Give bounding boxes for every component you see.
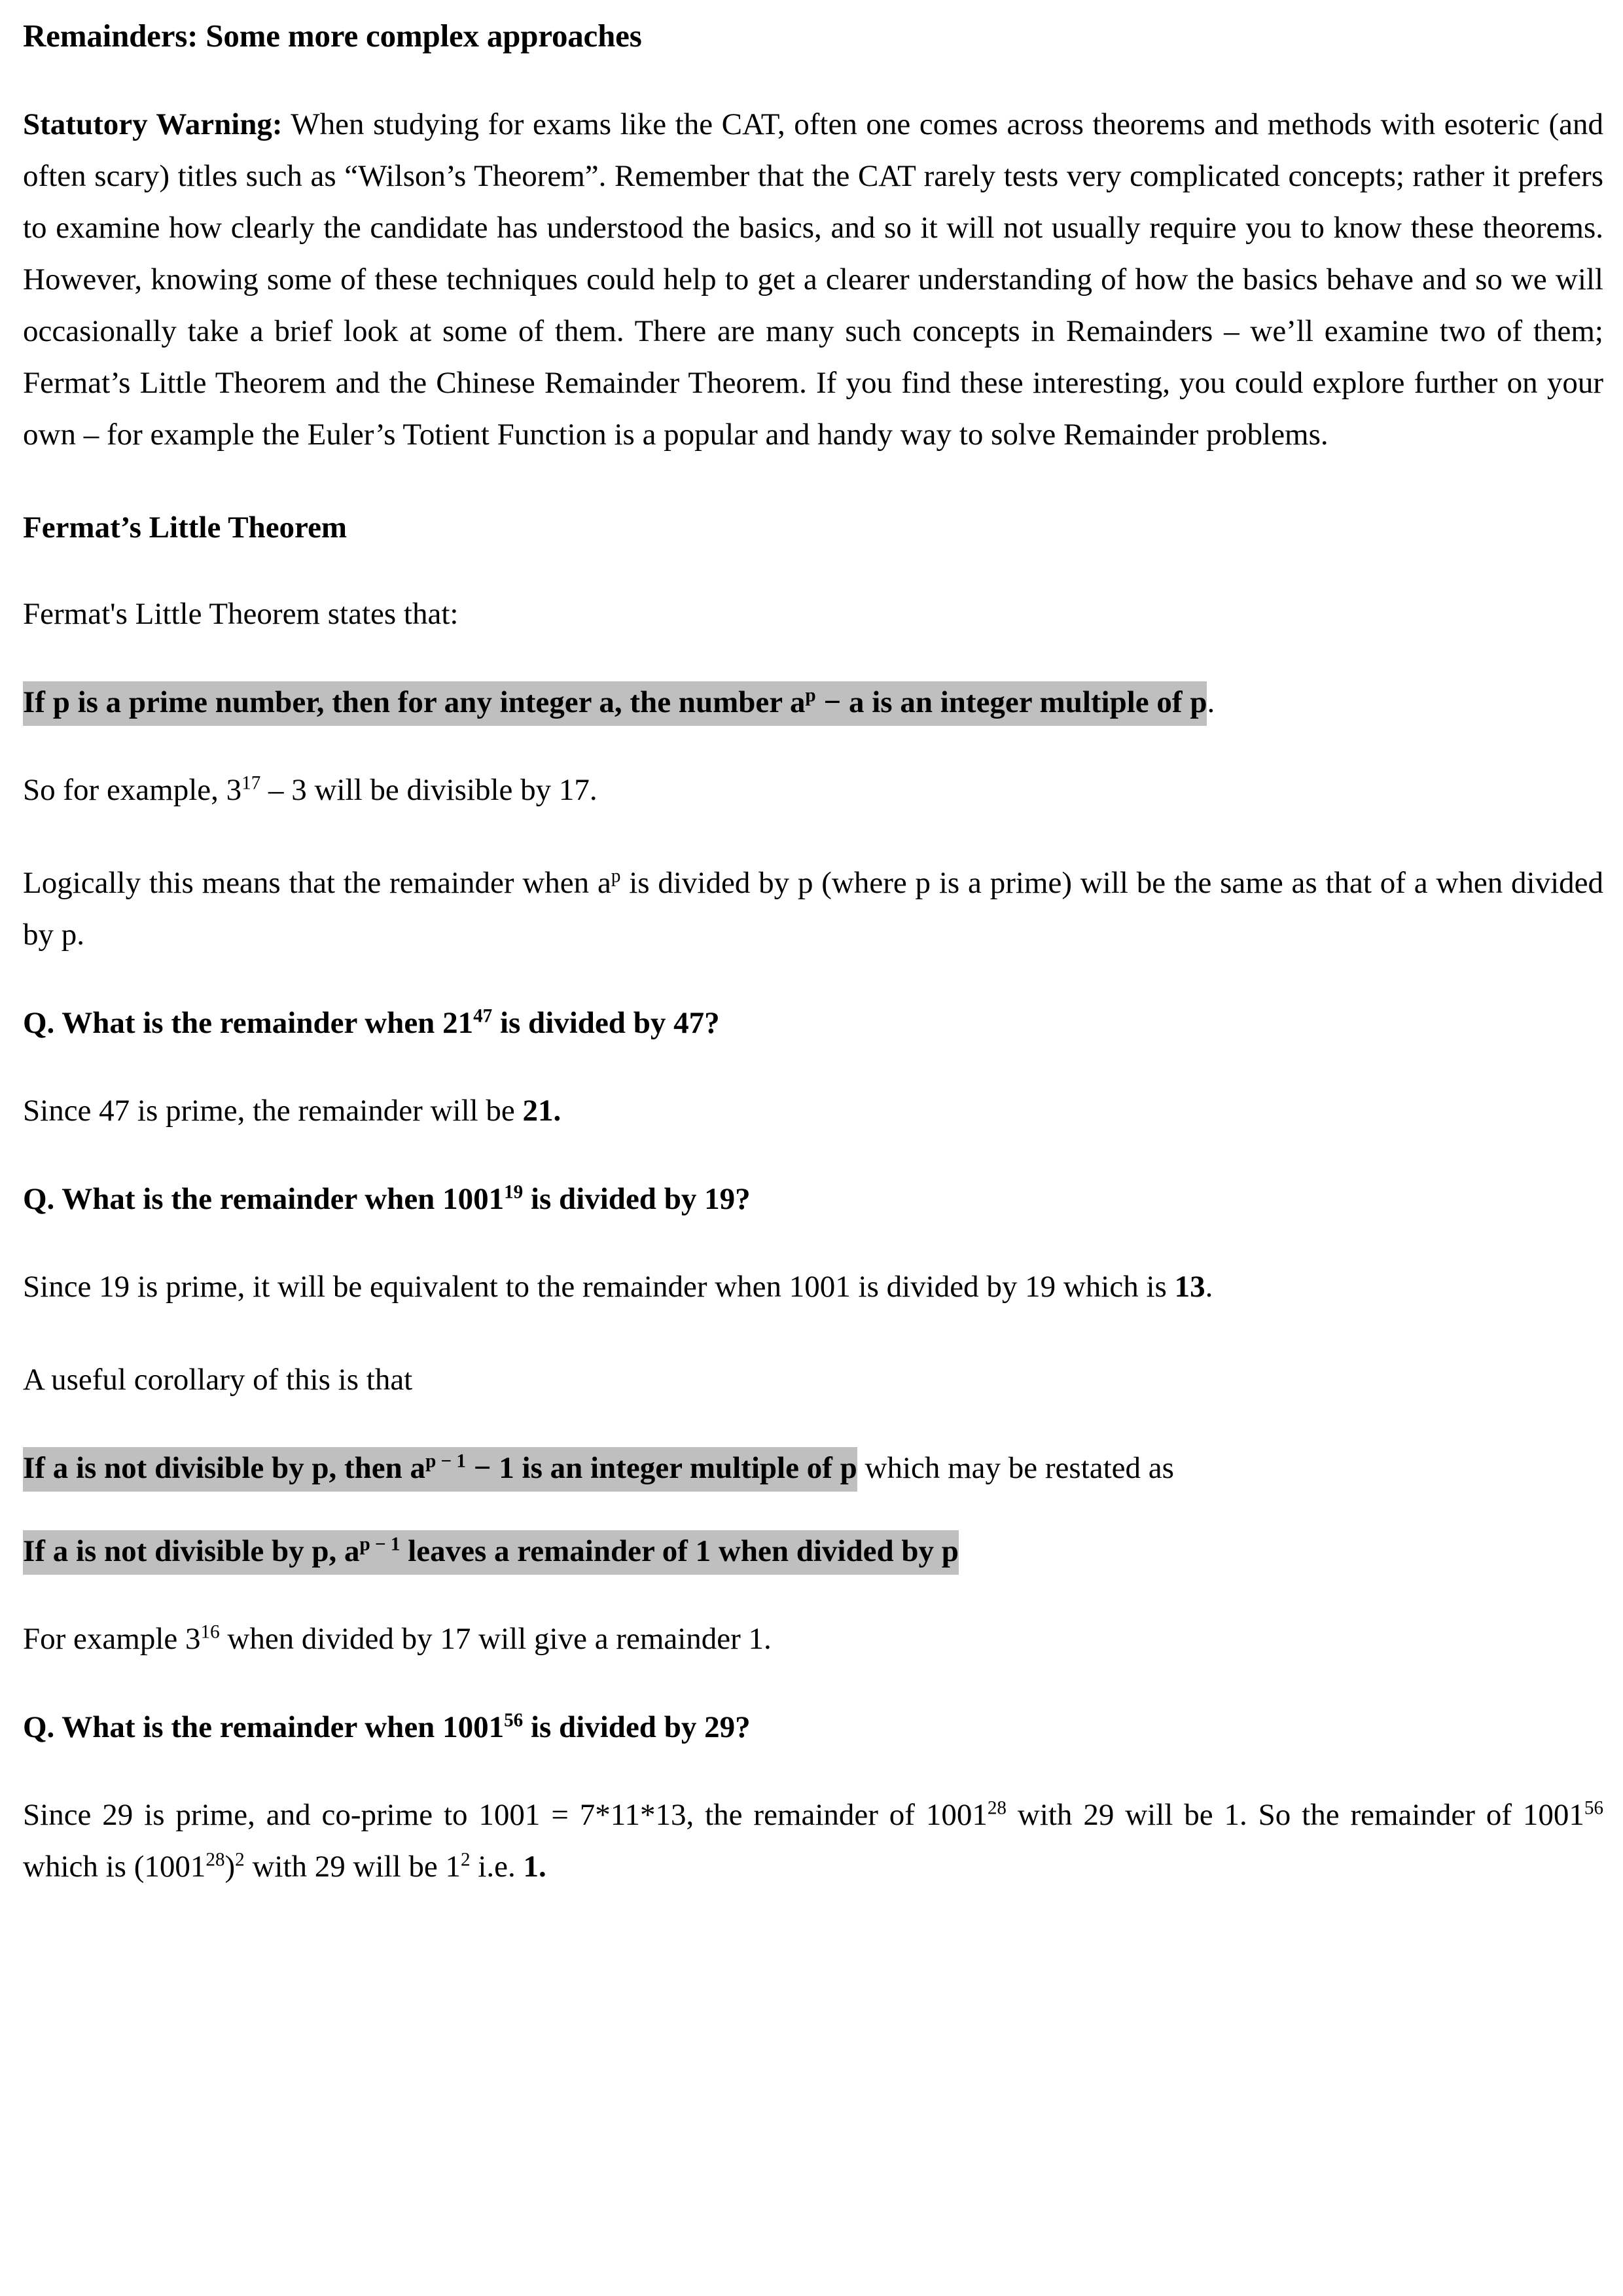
question-3-text-b: is divided by 29?	[523, 1710, 751, 1744]
theorem-statement-3-text-a: If a is not divisible by p, a	[23, 1534, 360, 1568]
spacer	[23, 52, 1603, 99]
answer-1-value: 21.	[522, 1094, 562, 1128]
answer-3-exponent-2: 56	[1584, 1797, 1603, 1819]
spacer	[23, 1137, 1603, 1178]
theorem-statement-2-tail: which may be restated as	[857, 1451, 1174, 1485]
spacer	[23, 461, 1603, 508]
spacer	[23, 1044, 1603, 1085]
logical-meaning-paragraph	[23, 857, 1603, 961]
example-1-paragraph	[23, 764, 1603, 816]
theorem-statement-1-highlight	[23, 681, 1207, 726]
answer-1	[23, 1085, 1603, 1137]
example-2-paragraph	[23, 1613, 1603, 1665]
spacer	[23, 1313, 1603, 1354]
fermat-intro-text: Fermat's Little Theorem states that:	[23, 597, 459, 631]
spacer	[23, 1572, 1603, 1613]
answer-3-seg-4: )	[224, 1850, 236, 1884]
answer-3-exponent-5: 2	[461, 1849, 471, 1871]
question-2-text-a: Q. What is the remainder when 1001	[23, 1182, 505, 1216]
spacer	[23, 1748, 1603, 1789]
spacer	[23, 1406, 1603, 1447]
question-3-text-a: Q. What is the remainder when 1001	[23, 1710, 505, 1744]
answer-3-seg-2: with 29 will be 1. So the remainder of 1001	[1006, 1798, 1584, 1832]
answer-1-text: Since 47 is prime, the remainder will be	[23, 1094, 523, 1128]
theorem-statement-1-exponent: p	[805, 685, 816, 706]
example-1-text-b: – 3 will be divisible by 17.	[260, 773, 597, 807]
theorem-statement-2	[23, 1447, 1603, 1489]
fermat-little-theorem-heading: Fermat’s Little Theorem	[23, 511, 348, 545]
example-1-text-a: So for example, 3	[23, 773, 242, 807]
answer-3-exponent-1: 28	[987, 1797, 1007, 1819]
answer-3-seg-1: Since 29 is prime, and co-prime to 1001 = 7*11*13, the remainder of 1001	[23, 1798, 988, 1832]
corollary-intro: A useful corollary of this is that	[23, 1363, 413, 1397]
spacer	[23, 723, 1603, 764]
theorem-statement-2-highlight	[23, 1447, 857, 1492]
answer-3-seg-3: which is (1001	[23, 1850, 206, 1884]
answer-3-value: 1.	[523, 1850, 546, 1884]
theorem-statement-3-text-b: leaves a remainder of 1 when divided by p	[400, 1534, 959, 1568]
theorem-statement-1	[23, 681, 1603, 723]
theorem-statement-3	[23, 1530, 1603, 1572]
question-2-text-b: is divided by 19?	[523, 1182, 751, 1216]
theorem-statement-3-exponent: p − 1	[359, 1534, 401, 1555]
answer-3-seg-5: with 29 will be 1	[244, 1850, 461, 1884]
question-3-exponent: 56	[504, 1710, 524, 1731]
theorem-statement-1-text-b: − a is an integer multiple of p	[815, 685, 1207, 719]
question-1-exponent: 47	[473, 1005, 493, 1027]
statutory-warning-paragraph	[23, 99, 1603, 461]
example-1-exponent: 17	[241, 772, 261, 794]
example-2-exponent: 16	[200, 1621, 220, 1643]
answer-3-seg-6: i.e.	[470, 1850, 524, 1884]
spacer	[23, 1489, 1603, 1530]
theorem-statement-2-exponent: p − 1	[425, 1450, 466, 1472]
logical-meaning-text-b: is divided by p (where p is a prime) will be the same as that of a when divided by p.	[23, 866, 1603, 952]
answer-2	[23, 1261, 1603, 1313]
theorem-statement-2-text-a: If a is not divisible by p, then a	[23, 1451, 426, 1485]
question-1-text-a: Q. What is the remainder when 21	[23, 1006, 474, 1040]
answer-2-text-a: Since 19 is prime, it will be equivalent to the remainder when 1001 is divided by 19 which is	[23, 1270, 1175, 1304]
question-1-text-b: is divided by 47?	[492, 1006, 720, 1040]
theorem-statement-3-highlight	[23, 1530, 959, 1575]
question-1	[23, 1002, 1603, 1044]
spacer	[23, 961, 1603, 1002]
logical-meaning-exponent: p	[611, 865, 621, 887]
answer-3-exponent-4: 2	[235, 1849, 245, 1871]
answer-2-text-b: .	[1205, 1270, 1213, 1304]
question-3	[23, 1706, 1603, 1748]
answer-3-exponent-3: 28	[205, 1849, 225, 1871]
spacer	[23, 547, 1603, 588]
spacer	[23, 816, 1603, 857]
spacer	[23, 1665, 1603, 1706]
example-2-text-b: when divided by 17 will give a remainder 1.	[219, 1622, 772, 1656]
answer-2-value: 13	[1174, 1270, 1205, 1304]
document-body	[23, 20, 1603, 1893]
statutory-warning-body: When studying for exams like the CAT, often one comes across theorems and methods with esoteric (and often scary) titles such as “Wilson’s Theorem”. Remember that the CAT rarely tests very complicated concepts; rather it prefers to examine how clearly the candidate has understood the basics, and so it will not usually require you to know these theorems. However, knowing some of these techniques could help to get a clearer understanding of how the basics behave and so we will occasionally take a brief look at some of them. There are many such concepts in Remainders – we’ll examine two of them; Fermat’s Little Theorem and the Chinese Remainder Theorem. If you find these interesting, you could explore further on your own – for example the Euler’s Totient Function is a popular and handy way to solve Remainder problems.	[23, 107, 1603, 452]
statutory-warning-label: Statutory Warning:	[23, 107, 283, 141]
theorem-statement-1-period: .	[1207, 685, 1215, 719]
theorem-statement-2-text-b: − 1 is an integer multiple of p	[465, 1451, 857, 1485]
page-title: Remainders: Some more complex approaches	[23, 18, 642, 54]
question-2-exponent: 19	[504, 1181, 524, 1203]
logical-meaning-text-a: Logically this means that the remainder when a	[23, 866, 611, 900]
example-2-text-a: For example 3	[23, 1622, 201, 1656]
theorem-statement-1-text-a: If p is a prime number, then for any integer a, the number a	[23, 685, 806, 719]
question-2	[23, 1178, 1603, 1220]
spacer	[23, 1220, 1603, 1261]
answer-3	[23, 1789, 1603, 1893]
spacer	[23, 640, 1603, 681]
